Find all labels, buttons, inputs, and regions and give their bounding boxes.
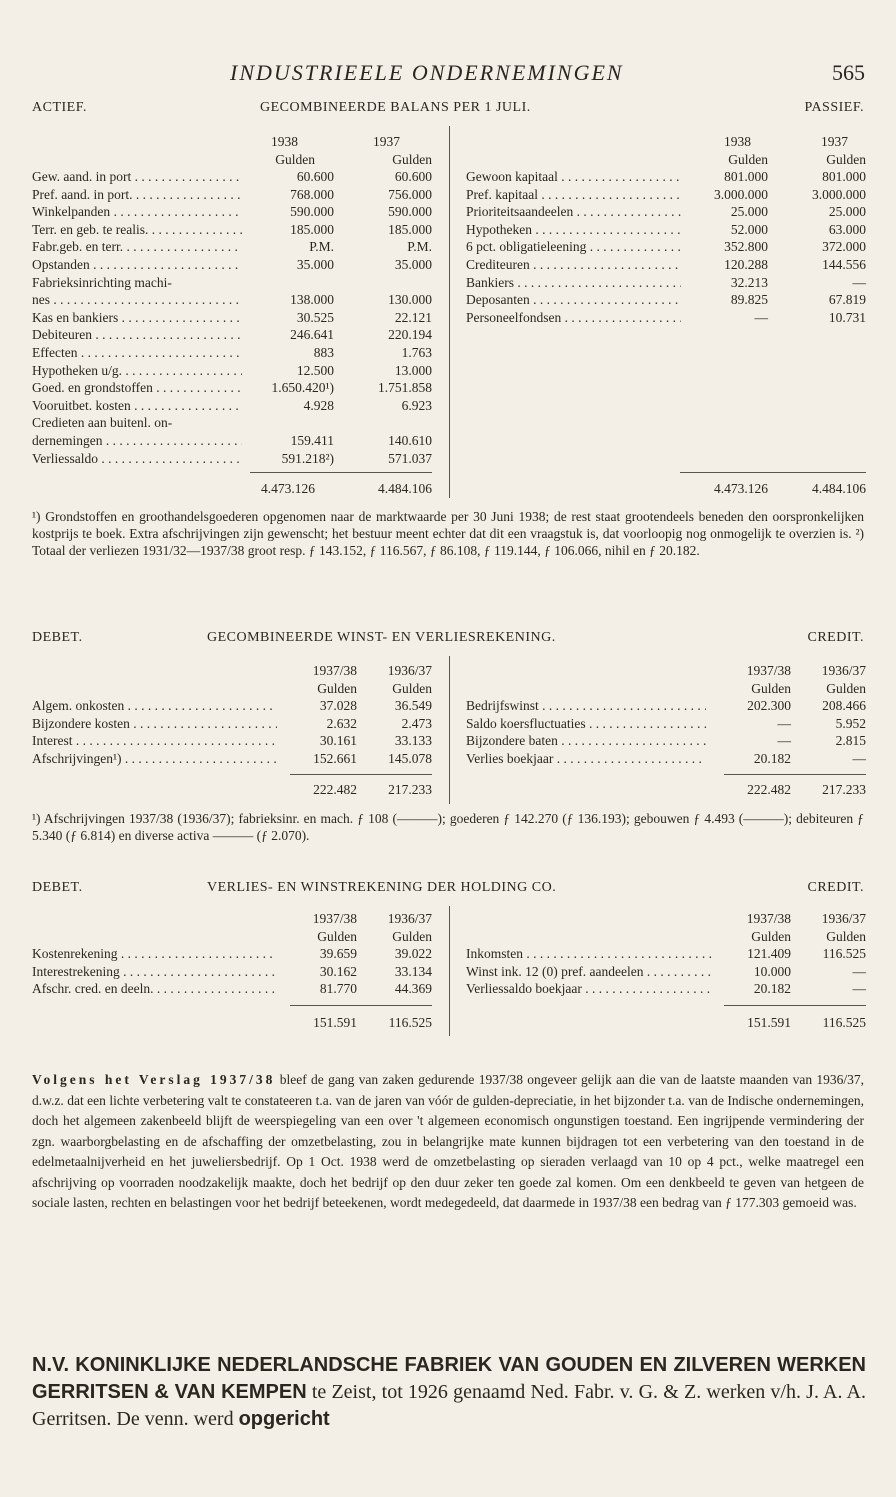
row-value: 25.000 xyxy=(727,203,768,221)
row-value: 10.731 xyxy=(825,309,866,327)
row-value: 208.466 xyxy=(818,697,866,715)
debet-label: DEBET. xyxy=(32,880,83,895)
row-value: 145.078 xyxy=(384,750,432,768)
holding-heading xyxy=(32,880,864,898)
table-row xyxy=(32,203,432,221)
report-text: bleef de gang van zaken gedurende 1937/38 ongeveer gelijk aan die van de laatste maanden van 1936/37, d.w.z. dat een lichte verbetering valt te constateeren t.a. van de jaren van vóór de gulden-depreciatie, in het bijzonder t.a. van de Indische ondernemingen, doch het algemeen zakenbeeld blijft de weerspiegeling van een over 't algemeen economisch ongunstigen toestand. Een ingrijpende vermindering der zgn. waarborgbelasting en de afschaffing der omzetbelasting, zou in belangrijke mate kunnen bijdragen tot een verbetering van den toestand in de edelmetaalnijverheid en het juweliersbedrijf. Op 1 Oct. 1938 werd de omzetbelasting op sieraden verlaagd van 10 op 4 pct., welke maatregel een afschrijving op voorraden noodzakelijk maakte, doch het bedrijf op den duur zeker ten goede zal komen. Om een denkbeeld te geven van hetgeen de sociale lasten, rechten en belastingen voor het bedrijf beteekenen, wordt medegedeeld, dat daarmede in 1937/38 een bedrag van ƒ 177.303 gemoeid was. xyxy=(32,1072,865,1210)
row-label: nes . . . xyxy=(32,291,242,309)
table-row xyxy=(32,256,432,274)
row-label: Saldo koersfluctuaties . . . xyxy=(466,715,706,733)
row-value: 159.411 xyxy=(287,432,334,450)
winst-heading xyxy=(32,630,864,648)
table-row xyxy=(466,697,866,715)
row-value: 32.213 xyxy=(727,274,768,292)
table-row xyxy=(466,168,866,186)
col-unit-2: Gulden xyxy=(826,928,866,944)
winst-credit-total-row xyxy=(466,781,866,799)
total-value: 4.484.106 xyxy=(378,481,432,496)
row-value: 30.525 xyxy=(293,309,334,327)
row-value: 2.815 xyxy=(832,732,866,750)
table-row xyxy=(466,274,866,292)
balance-heading xyxy=(32,100,864,118)
row-label: Kostenrekening . . . xyxy=(32,945,277,963)
report-paragraph xyxy=(32,1070,864,1214)
table-row xyxy=(466,309,866,327)
col-unit-1: Gulden xyxy=(317,928,357,944)
total-value: 217.233 xyxy=(388,782,432,797)
row-value: 220.194 xyxy=(384,326,432,344)
row-value: 33.134 xyxy=(391,963,432,981)
row-label: Effecten . . . xyxy=(32,344,242,362)
row-value: 30.161 xyxy=(316,732,357,750)
table-row xyxy=(32,750,432,768)
col-unit-1: Gulden xyxy=(728,151,768,167)
assets-table xyxy=(32,168,432,467)
balance-footnote: ¹) Grondstoffen en groothandelsgoederen opgenomen naar de marktwaarde per 30 Juni 1938; de rest staat grootendeels beneden den oorspronkelijken kostprijs te boek. Extra afschrijvingen zijn gewenscht; het bestuur meent echter dat dit een vraagstuk is, dat voorloopig nog onmogelijk te overzien is. ²) Totaal der verliezen 1931/32—1937/38 groot resp. ƒ 143.152, ƒ 116.567, ƒ 86.108, ƒ 119.144, ƒ 106.066, nihil en ƒ 20.182. xyxy=(32,509,864,558)
row-value: 372.000 xyxy=(818,238,866,256)
holding-credit-total-row xyxy=(466,1014,866,1032)
column-divider xyxy=(449,126,450,498)
actief-label: ACTIEF. xyxy=(32,100,87,115)
col-year-1: 1937/38 xyxy=(312,663,357,678)
row-label: Verlies boekjaar . . . xyxy=(466,750,706,768)
row-label: Terr. en geb. te realis. . . . xyxy=(32,221,242,239)
row-label: Fabr.geb. en terr. . . . xyxy=(32,238,242,256)
row-label: Opstanden . . . xyxy=(32,256,242,274)
assets-total-rule xyxy=(250,472,432,473)
row-value: 25.000 xyxy=(825,203,866,221)
row-value: 36.549 xyxy=(391,697,432,715)
row-value: 756.000 xyxy=(384,186,432,204)
col-year-1: 1938 xyxy=(724,134,751,149)
row-label: Kas en bankiers . . . xyxy=(32,309,242,327)
col-unit-2: Gulden xyxy=(826,680,866,696)
row-label: Prioriteitsaandeelen . . . xyxy=(466,203,681,221)
row-label: Bijzondere baten . . . xyxy=(466,732,706,750)
row-label: Goed. en grondstoffen . . . xyxy=(32,379,242,397)
table-row xyxy=(32,980,432,998)
row-value: 44.369 xyxy=(391,980,432,998)
row-value: 591.218²) xyxy=(278,450,334,468)
col-unit-1: Gulden xyxy=(751,680,791,696)
row-value: — xyxy=(774,715,792,733)
col-unit-1: Gulden xyxy=(751,928,791,944)
row-value: 2.473 xyxy=(398,715,432,733)
row-label: Deposanten . . . xyxy=(466,291,681,309)
row-value: 138.000 xyxy=(286,291,334,309)
col-year-2: 1936/37 xyxy=(821,663,866,678)
col-unit-1: Gulden xyxy=(275,151,315,167)
row-value: 1.763 xyxy=(398,344,432,362)
row-value: 35.000 xyxy=(293,256,334,274)
table-row xyxy=(32,732,432,750)
holding-credit-total-rule xyxy=(724,1005,866,1006)
row-value: 185.000 xyxy=(286,221,334,239)
total-value: 217.233 xyxy=(822,782,866,797)
table-row xyxy=(466,945,866,963)
total-value: 116.525 xyxy=(822,1015,866,1030)
col-year-1: 1937/38 xyxy=(746,663,791,678)
row-value: 246.641 xyxy=(286,326,334,344)
row-value: 590.000 xyxy=(384,203,432,221)
holding-debet-table xyxy=(32,945,432,998)
row-label: Verliessaldo boekjaar . . . xyxy=(466,980,714,998)
holding-debet-total-rule xyxy=(290,1005,432,1006)
row-value: 33.133 xyxy=(391,732,432,750)
winst-debet-total-row xyxy=(32,781,432,799)
col-year-1: 1938 xyxy=(271,134,298,149)
row-value: 10.000 xyxy=(750,963,791,981)
winst-debet-table xyxy=(32,697,432,767)
total-value: 4.473.126 xyxy=(714,481,768,496)
table-row xyxy=(32,945,432,963)
row-value: 185.000 xyxy=(384,221,432,239)
row-label: Debiteuren . . . xyxy=(32,326,242,344)
total-value: 151.591 xyxy=(313,1015,357,1030)
row-value: 801.000 xyxy=(818,168,866,186)
row-label: Afschrijvingen¹) . . . xyxy=(32,750,277,768)
row-value: 801.000 xyxy=(720,168,768,186)
row-value: 4.928 xyxy=(300,397,334,415)
table-row xyxy=(32,362,432,380)
row-label: Gewoon kapitaal . . . xyxy=(466,168,681,186)
liabilities-total-rule xyxy=(680,472,866,473)
row-value: 590.000 xyxy=(286,203,334,221)
table-row xyxy=(32,274,432,292)
winst-footnote: ¹) Afschrijvingen 1937/38 (1936/37); fabrieksinr. en mach. ƒ 108 (———); goederen ƒ 142.270 (ƒ 136.193); gebouwen ƒ 4.493 (———); debiteuren ƒ 5.340 (ƒ 6.814) en diverse activa ——— (ƒ 2.070). xyxy=(32,811,864,843)
row-value: 63.000 xyxy=(825,221,866,239)
company-entry xyxy=(32,1352,866,1433)
row-label: Vooruitbet. kosten . . . xyxy=(32,397,242,415)
table-row xyxy=(32,326,432,344)
table-row xyxy=(466,715,866,733)
row-label: Pref. aand. in port. . . . xyxy=(32,186,242,204)
report-lead: Volgens het Verslag 1937/38 xyxy=(32,1072,276,1087)
holding-debet-header xyxy=(32,910,432,945)
row-value: 571.037 xyxy=(384,450,432,468)
page-number: 565 xyxy=(832,60,865,85)
row-value: 20.182 xyxy=(750,980,791,998)
row-value: — xyxy=(751,309,769,327)
company-name: N.V. KONINKLIJKE NEDERLANDSCHE FABRIEK VAN GOUDEN EN ZILVEREN WERKEN GERRITSEN & VAN KEMPEN xyxy=(32,1354,866,1403)
winst-title: GECOMBINEERDE WINST- EN VERLIESREKENING. xyxy=(207,630,556,645)
row-value: 39.659 xyxy=(316,945,357,963)
row-value: 37.028 xyxy=(316,697,357,715)
total-value: 4.473.126 xyxy=(261,481,315,496)
row-label: Algem. onkosten . . . xyxy=(32,697,277,715)
table-row xyxy=(466,203,866,221)
row-label: Winst ink. 12 (0) pref. aandeelen . . . xyxy=(466,963,714,981)
total-value: 151.591 xyxy=(747,1015,791,1030)
row-value: 12.500 xyxy=(293,362,334,380)
table-row xyxy=(32,450,432,468)
row-label: Hypotheken u/g. . . . xyxy=(32,362,242,380)
table-row xyxy=(32,168,432,186)
col-year-2: 1936/37 xyxy=(387,663,432,678)
row-value: 1.751.858 xyxy=(374,379,432,397)
table-row xyxy=(32,715,432,733)
table-row xyxy=(32,379,432,397)
table-row xyxy=(466,980,866,998)
assets-total-row xyxy=(32,480,432,498)
col-unit-2: Gulden xyxy=(392,928,432,944)
table-row xyxy=(32,344,432,362)
row-label: Pref. kapitaal . . . xyxy=(466,186,681,204)
credit-label: CREDIT. xyxy=(807,880,864,895)
row-label: Personeelfondsen . . . xyxy=(466,309,681,327)
col-year-1: 1937/38 xyxy=(312,911,357,926)
row-value: 120.288 xyxy=(720,256,768,274)
col-year-1: 1937/38 xyxy=(746,911,791,926)
table-row xyxy=(32,414,432,432)
table-row xyxy=(466,186,866,204)
table-row xyxy=(32,963,432,981)
col-unit-2: Gulden xyxy=(392,680,432,696)
table-row xyxy=(466,221,866,239)
winst-debet-total-rule xyxy=(290,774,432,775)
row-value: 30.162 xyxy=(316,963,357,981)
table-row xyxy=(32,432,432,450)
row-value: 60.600 xyxy=(293,168,334,186)
row-label: Winkelpanden . . . xyxy=(32,203,242,221)
total-value: 116.525 xyxy=(388,1015,432,1030)
winst-credit-total-rule xyxy=(724,774,866,775)
passief-label: PASSIEF. xyxy=(804,100,864,115)
row-value: 81.770 xyxy=(316,980,357,998)
holding-credit-table xyxy=(466,945,866,998)
row-value: 116.525 xyxy=(819,945,866,963)
company-text-tail: opgericht xyxy=(238,1408,330,1430)
row-value: 152.661 xyxy=(309,750,357,768)
credit-label: CREDIT. xyxy=(807,630,864,645)
row-value: — xyxy=(774,732,792,750)
section-title: INDUSTRIEELE ONDERNEMINGEN xyxy=(230,60,624,85)
row-label: Crediteuren . . . xyxy=(466,256,681,274)
row-value: 5.952 xyxy=(832,715,866,733)
table-row xyxy=(32,186,432,204)
table-row xyxy=(32,697,432,715)
row-label: 6 pct. obligatieleening . . . xyxy=(466,238,681,256)
liabilities-table xyxy=(466,168,866,326)
row-value: 3.000.000 xyxy=(710,186,768,204)
table-row xyxy=(466,732,866,750)
table-row xyxy=(32,309,432,327)
table-row xyxy=(466,750,866,768)
row-value: — xyxy=(849,980,867,998)
col-unit-2: Gulden xyxy=(826,151,866,167)
col-unit-2: Gulden xyxy=(392,151,432,167)
running-head xyxy=(230,60,865,90)
row-label: Inkomsten . . . xyxy=(466,945,714,963)
row-value: 89.825 xyxy=(727,291,768,309)
row-label: Bankiers . . . xyxy=(466,274,681,292)
balance-liabilities-header xyxy=(466,133,866,168)
row-value: 13.000 xyxy=(391,362,432,380)
table-row xyxy=(32,221,432,239)
total-value: 222.482 xyxy=(313,782,357,797)
row-label: Afschr. cred. en deeln. . . . xyxy=(32,980,277,998)
row-value: 130.000 xyxy=(384,291,432,309)
row-value: 883 xyxy=(310,344,334,362)
row-value: 1.650.420¹) xyxy=(267,379,334,397)
table-row xyxy=(466,963,866,981)
table-row xyxy=(32,238,432,256)
col-year-2: 1937 xyxy=(821,134,848,149)
row-value: 35.000 xyxy=(391,256,432,274)
column-divider xyxy=(449,656,450,804)
row-label: Verliessaldo . . . xyxy=(32,450,242,468)
col-unit-1: Gulden xyxy=(317,680,357,696)
row-value: 2.632 xyxy=(323,715,357,733)
col-year-2: 1936/37 xyxy=(821,911,866,926)
col-year-2: 1936/37 xyxy=(387,911,432,926)
row-value: — xyxy=(849,750,867,768)
balance-title: GECOMBINEERDE BALANS PER 1 JULI. xyxy=(260,100,531,115)
winst-debet-header xyxy=(32,662,432,697)
table-row xyxy=(32,397,432,415)
table-row xyxy=(466,238,866,256)
col-year-2: 1937 xyxy=(373,134,400,149)
total-value: 222.482 xyxy=(747,782,791,797)
holding-debet-total-row xyxy=(32,1014,432,1032)
row-value: 22.121 xyxy=(391,309,432,327)
row-value: P.M. xyxy=(305,238,334,256)
row-value: 39.022 xyxy=(391,945,432,963)
row-label: Bijzondere kosten . . . xyxy=(32,715,277,733)
row-label: Interest . . . xyxy=(32,732,277,750)
balance-assets-header xyxy=(32,133,432,168)
row-value: 352.800 xyxy=(720,238,768,256)
table-row xyxy=(32,291,432,309)
company-text: te Zeist, tot 1926 genaamd Ned. Fabr. v. G. & Z. werken v/h. J. A. A. Gerritsen. De venn. werd xyxy=(32,1381,866,1430)
row-label: Fabrieksinrichting machi- xyxy=(32,274,172,290)
winst-credit-header xyxy=(466,662,866,697)
row-value: 202.300 xyxy=(743,697,791,715)
row-value: 140.610 xyxy=(384,432,432,450)
row-value: 768.000 xyxy=(286,186,334,204)
row-value: 20.182 xyxy=(750,750,791,768)
liabilities-total-row xyxy=(466,480,866,498)
total-value: 4.484.106 xyxy=(812,481,866,496)
holding-credit-header xyxy=(466,910,866,945)
row-value: 52.000 xyxy=(727,221,768,239)
row-value: 144.556 xyxy=(818,256,866,274)
row-value: 3.000.000 xyxy=(808,186,866,204)
table-row xyxy=(466,256,866,274)
debet-label: DEBET. xyxy=(32,630,83,645)
row-label: Credieten aan buitenl. on- xyxy=(32,415,173,431)
row-value: 67.819 xyxy=(825,291,866,309)
row-value: — xyxy=(849,963,867,981)
row-value: 121.409 xyxy=(743,945,791,963)
row-label: Bedrijfswinst . . . xyxy=(466,697,706,715)
row-label: Hypotheken . . . xyxy=(466,221,681,239)
row-value: P.M. xyxy=(403,238,432,256)
row-value: 60.600 xyxy=(391,168,432,186)
table-row xyxy=(466,291,866,309)
row-label: Interestrekening . . . xyxy=(32,963,277,981)
winst-credit-table xyxy=(466,697,866,767)
column-divider xyxy=(449,906,450,1036)
row-value: — xyxy=(849,274,867,292)
row-value: 6.923 xyxy=(398,397,432,415)
row-label: Gew. aand. in port . . . xyxy=(32,168,242,186)
holding-title: VERLIES- EN WINSTREKENING DER HOLDING CO. xyxy=(207,880,557,895)
row-label: dernemingen . . . xyxy=(32,432,242,450)
